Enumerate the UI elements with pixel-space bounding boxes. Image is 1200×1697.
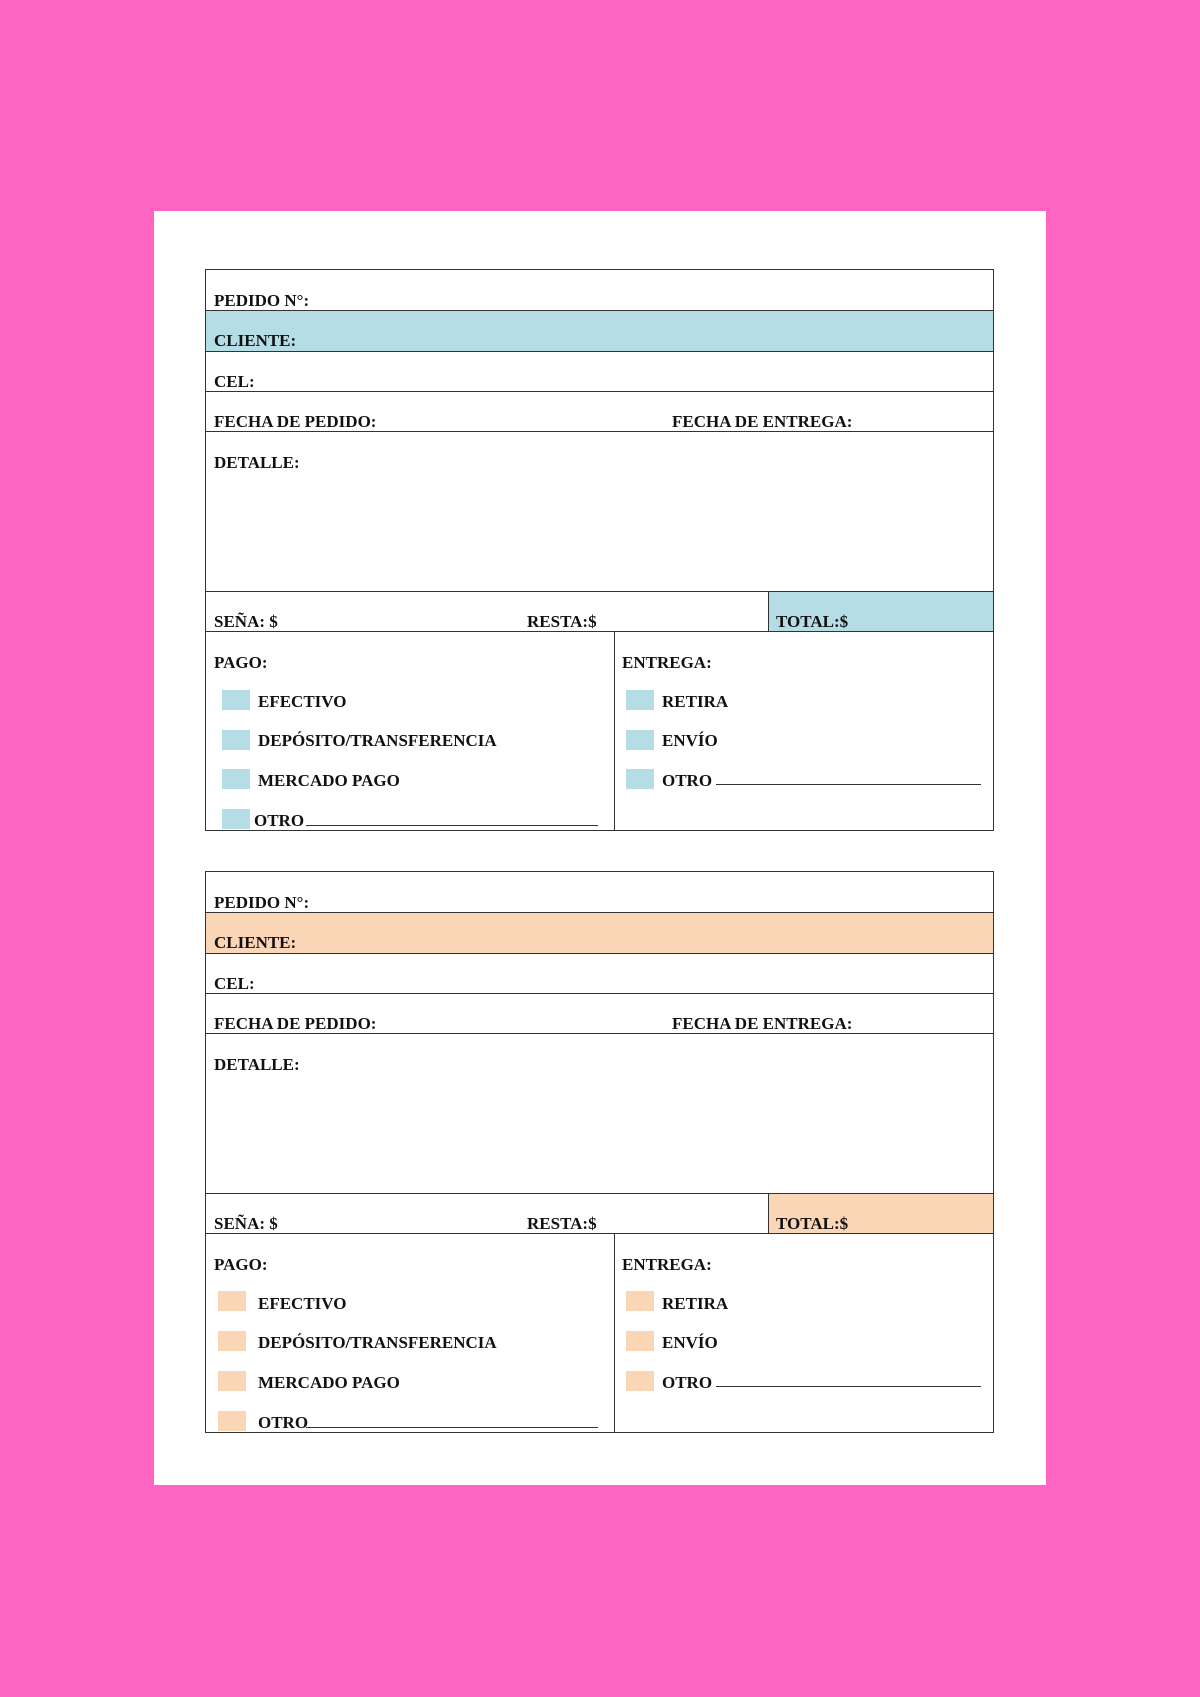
divider bbox=[206, 1233, 993, 1234]
pedido-label: PEDIDO N°: bbox=[214, 893, 310, 912]
envio-label: ENVÍO bbox=[662, 731, 718, 750]
entrega-otro-checkbox[interactable] bbox=[626, 769, 654, 789]
envio-checkbox[interactable] bbox=[626, 1331, 654, 1351]
total-label: TOTAL:$ bbox=[776, 612, 849, 631]
fecha-entrega-label: FECHA DE ENTREGA: bbox=[672, 412, 853, 431]
cliente-highlight-band bbox=[206, 310, 993, 351]
fecha-entrega-label: FECHA DE ENTREGA: bbox=[672, 1014, 853, 1033]
mercado-pago-label: MERCADO PAGO bbox=[258, 1373, 400, 1392]
divider bbox=[206, 431, 993, 432]
deposito-label: DEPÓSITO/TRANSFERENCIA bbox=[258, 1333, 497, 1352]
retira-label: RETIRA bbox=[662, 1294, 729, 1313]
cel-label: CEL: bbox=[214, 974, 255, 993]
pedido-label: PEDIDO N°: bbox=[214, 291, 310, 310]
divider bbox=[768, 1193, 769, 1233]
efectivo-label: EFECTIVO bbox=[258, 1294, 347, 1313]
divider bbox=[206, 1193, 993, 1194]
divider bbox=[206, 912, 993, 913]
fecha-pedido-label: FECHA DE PEDIDO: bbox=[214, 1014, 377, 1033]
detalle-label: DETALLE: bbox=[214, 453, 300, 472]
divider bbox=[614, 1233, 615, 1432]
entrega-otro-label: OTRO bbox=[662, 1373, 713, 1392]
deposito-checkbox[interactable] bbox=[218, 1331, 246, 1351]
pago-otro-label: OTRO bbox=[258, 1413, 309, 1432]
divider bbox=[206, 591, 993, 592]
divider bbox=[206, 351, 993, 352]
pago-otro-checkbox[interactable] bbox=[218, 1411, 246, 1431]
deposito-label: DEPÓSITO/TRANSFERENCIA bbox=[258, 731, 497, 750]
efectivo-checkbox[interactable] bbox=[218, 1291, 246, 1311]
fecha-pedido-label: FECHA DE PEDIDO: bbox=[214, 412, 377, 431]
mercado-pago-checkbox[interactable] bbox=[222, 769, 250, 789]
entrega-label: ENTREGA: bbox=[622, 1255, 712, 1274]
divider bbox=[206, 993, 993, 994]
pago-otro-line[interactable] bbox=[306, 1427, 598, 1428]
divider bbox=[206, 391, 993, 392]
entrega-otro-checkbox[interactable] bbox=[626, 1371, 654, 1391]
cliente-highlight-band bbox=[206, 912, 993, 953]
divider bbox=[206, 631, 993, 632]
retira-checkbox[interactable] bbox=[626, 1291, 654, 1311]
cel-label: CEL: bbox=[214, 372, 255, 391]
divider bbox=[206, 953, 993, 954]
cliente-label: CLIENTE: bbox=[214, 331, 297, 350]
divider bbox=[768, 591, 769, 631]
detalle-label: DETALLE: bbox=[214, 1055, 300, 1074]
pago-otro-checkbox[interactable] bbox=[222, 809, 250, 829]
entrega-otro-label: OTRO bbox=[662, 771, 713, 790]
mercado-pago-checkbox[interactable] bbox=[218, 1371, 246, 1391]
order-form-1 bbox=[205, 269, 994, 831]
retira-checkbox[interactable] bbox=[626, 690, 654, 710]
sena-label: SEÑA: $ bbox=[214, 1214, 278, 1233]
pago-otro-label: OTRO bbox=[254, 811, 305, 830]
efectivo-checkbox[interactable] bbox=[222, 690, 250, 710]
order-form-2 bbox=[205, 871, 994, 1433]
pago-label: PAGO: bbox=[214, 1255, 268, 1274]
resta-label: RESTA:$ bbox=[527, 1214, 597, 1233]
divider bbox=[206, 1033, 993, 1034]
efectivo-label: EFECTIVO bbox=[258, 692, 347, 711]
envio-label: ENVÍO bbox=[662, 1333, 718, 1352]
envio-checkbox[interactable] bbox=[626, 730, 654, 750]
total-label: TOTAL:$ bbox=[776, 1214, 849, 1233]
entrega-label: ENTREGA: bbox=[622, 653, 712, 672]
sena-label: SEÑA: $ bbox=[214, 612, 278, 631]
divider bbox=[206, 310, 993, 311]
cliente-label: CLIENTE: bbox=[214, 933, 297, 952]
entrega-otro-line[interactable] bbox=[716, 1386, 981, 1387]
mercado-pago-label: MERCADO PAGO bbox=[258, 771, 400, 790]
deposito-checkbox[interactable] bbox=[222, 730, 250, 750]
resta-label: RESTA:$ bbox=[527, 612, 597, 631]
divider bbox=[614, 631, 615, 830]
pago-otro-line[interactable] bbox=[306, 825, 598, 826]
pago-label: PAGO: bbox=[214, 653, 268, 672]
retira-label: RETIRA bbox=[662, 692, 729, 711]
entrega-otro-line[interactable] bbox=[716, 784, 981, 785]
